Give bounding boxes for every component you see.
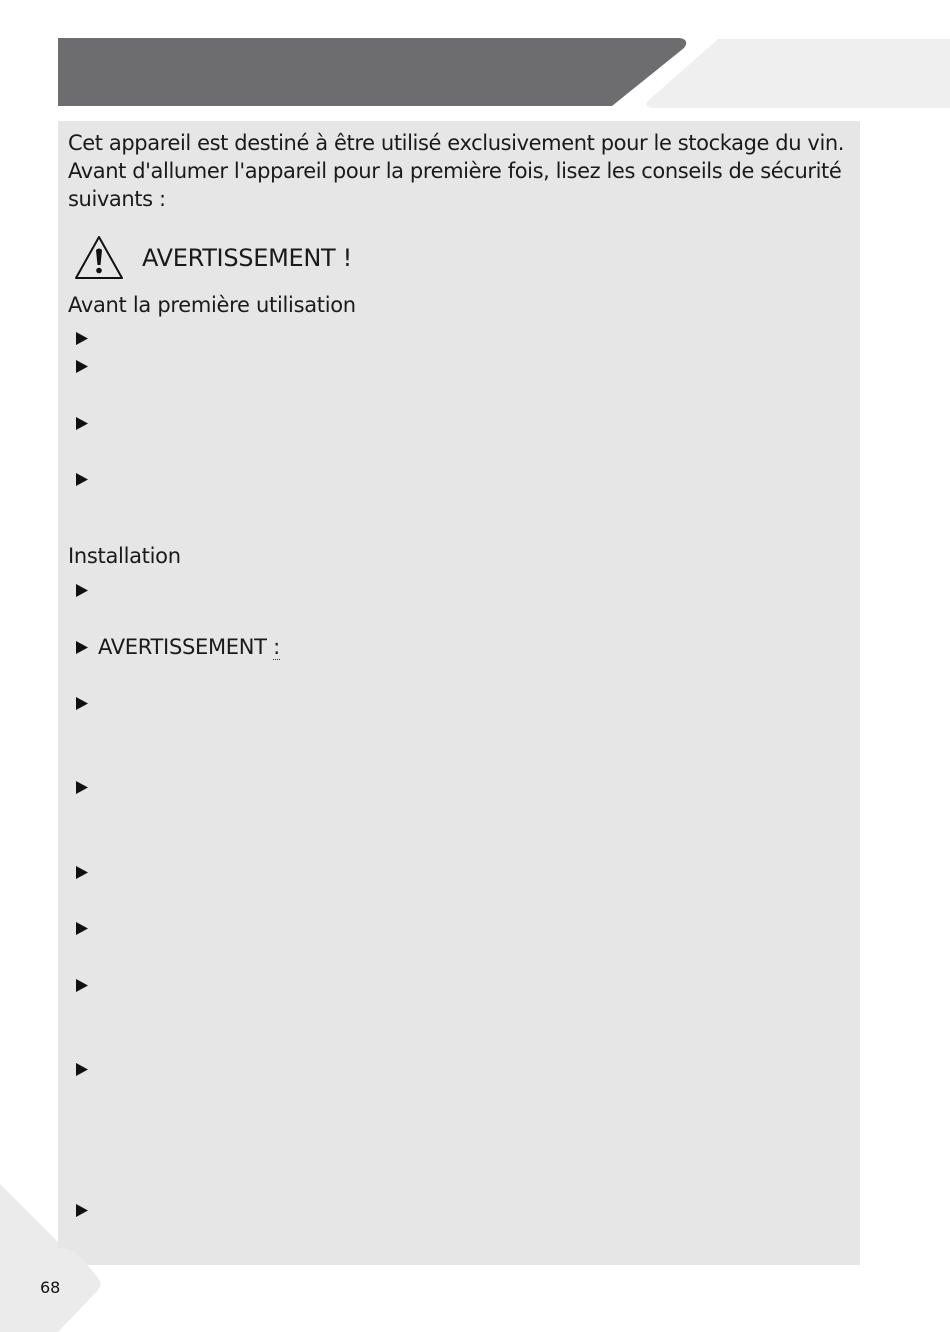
page-number: 68 bbox=[40, 1278, 61, 1297]
warning-triangle-icon bbox=[74, 235, 124, 281]
bullet-arrow-icon bbox=[75, 640, 89, 655]
header-bar-dark bbox=[58, 38, 686, 106]
header-bar-accent bbox=[646, 39, 950, 108]
bullet-arrow-icon bbox=[75, 780, 89, 795]
warning-title: AVERTISSEMENT ! bbox=[142, 244, 353, 272]
installation-warning-colon: : bbox=[273, 635, 280, 659]
safety-panel bbox=[58, 121, 860, 1265]
installation-warning-label bbox=[98, 633, 280, 661]
bullet-arrow-icon bbox=[75, 416, 89, 431]
intro-paragraph: Cet appareil est destiné à être utilisé exclusivement pour le stockage du vin. Avant d'allumer l'appareil pour la première fois, lisez les conseils de sécurité suivants : bbox=[68, 131, 845, 211]
bullet-arrow-icon bbox=[75, 472, 89, 487]
page-corner-tab bbox=[0, 1180, 110, 1332]
bullet-arrow-icon bbox=[75, 1062, 89, 1077]
bullet-arrow-icon bbox=[75, 359, 89, 374]
bullet-arrow-icon bbox=[75, 583, 89, 598]
section-heading-installation: Installation bbox=[68, 544, 181, 568]
header-banner bbox=[0, 0, 950, 120]
bullet-arrow-icon bbox=[75, 978, 89, 993]
bullet-arrow-icon bbox=[75, 331, 89, 346]
bullet-arrow-icon bbox=[75, 921, 89, 936]
bullet-arrow-icon bbox=[75, 865, 89, 880]
bullet-arrow-icon bbox=[75, 696, 89, 711]
section-heading-first-use: Avant la première utilisation bbox=[68, 293, 356, 317]
installation-warning-text: AVERTISSEMENT bbox=[98, 635, 267, 659]
